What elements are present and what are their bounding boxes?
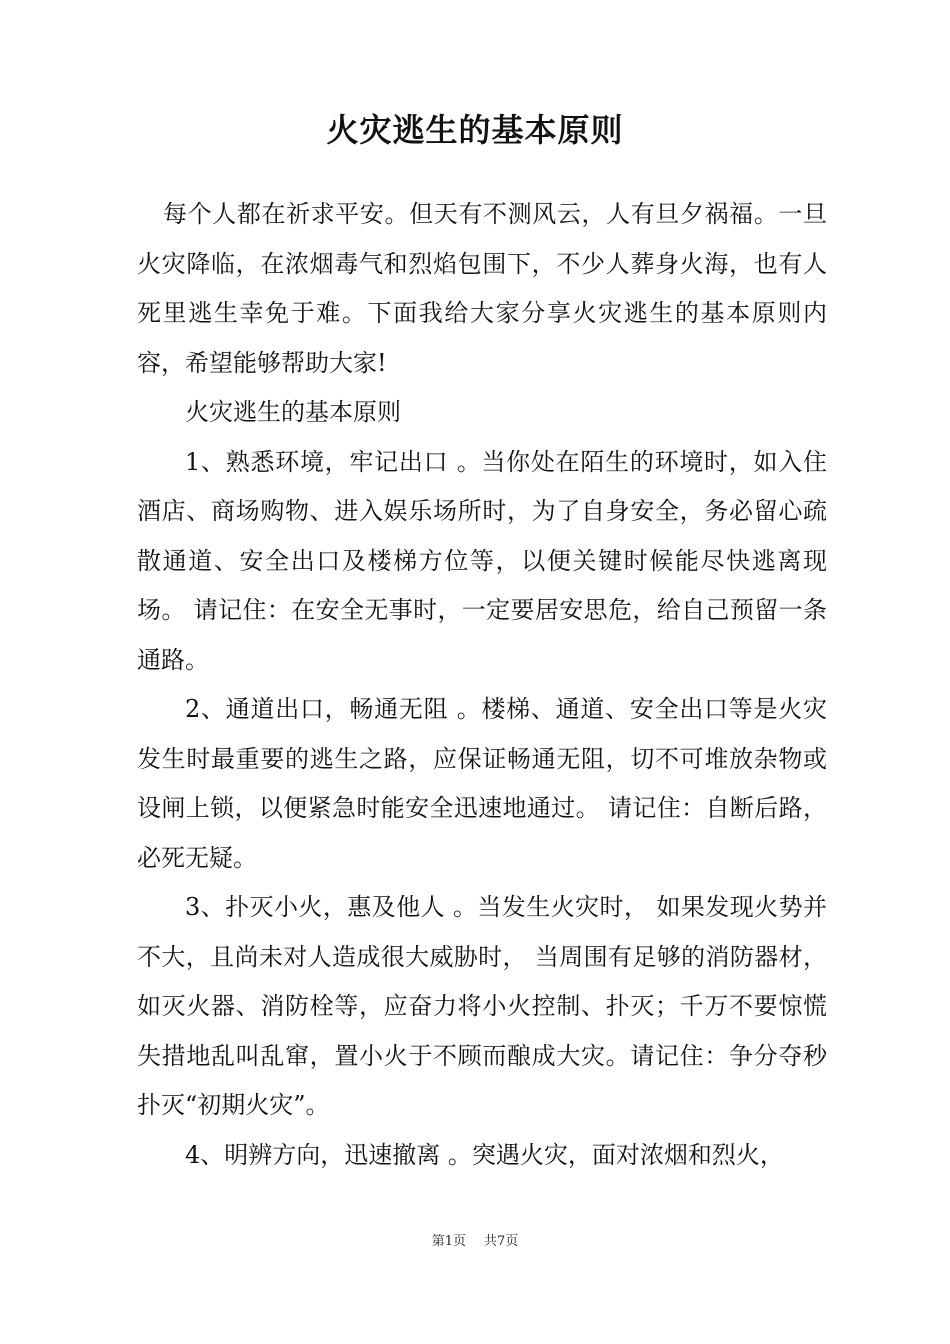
page-number-current: 第1页: [431, 1234, 466, 1249]
page-number-total: 共7页: [484, 1234, 519, 1249]
principle-paragraph-1: 1、熟悉环境，牢记出口 。当你处在陌生的环境时，如入住酒店、商场购物、进入娱乐场所时，为了自身安全，务必留心疏散通道、安全出口及楼梯方位等，以便关键时候能尽快逃离现场。 请记住：在安全无事时，一定要居安思危，给自己预留一条通路。: [137, 447, 827, 674]
principle-paragraph-4: 4、明辨方向，迅速撤离 。突遇火灾，面对浓烟和烈火，: [185, 1140, 784, 1169]
principle-paragraph-2: 2、通道出口，畅通无阻 。楼梯、通道、安全出口等是火灾发生时最重要的逃生之路，应保证畅通无阻，切不可堆放杂物或设闸上锁，以便紧急时能安全迅速地通过。 请记住：自断后路，必死无疑。: [137, 695, 827, 872]
section-heading: 火灾逃生的基本原则: [185, 398, 401, 426]
document-body: [137, 190, 827, 1180]
page-footer: [0, 1233, 950, 1251]
intro-paragraph: 每个人都在祈求平安。但天有不测风云，人有旦夕祸福。一旦火灾降临，在浓烟毒气和烈焰包围下，不少人葬身火海，也有人死里逃生幸免于难。下面我给大家分享火灾逃生的基本原则内容，希望能够帮助大家!: [137, 200, 827, 377]
principle-paragraph-3: 3、扑灭小火，惠及他人 。当发生火灾时， 如果发现火势并不大，且尚未对人造成很大威胁时， 当周围有足够的消防器材， 如灭火器、消防栓等，应奋力将小火控制、扑灭；千万不要惊慌失措地乱叫乱窜，置小火于不顾而酿成大灾。请记住：争分夺秒扑灭“初期火灾”。: [137, 893, 827, 1119]
document-title: 火灾逃生的基本原则: [326, 111, 624, 149]
